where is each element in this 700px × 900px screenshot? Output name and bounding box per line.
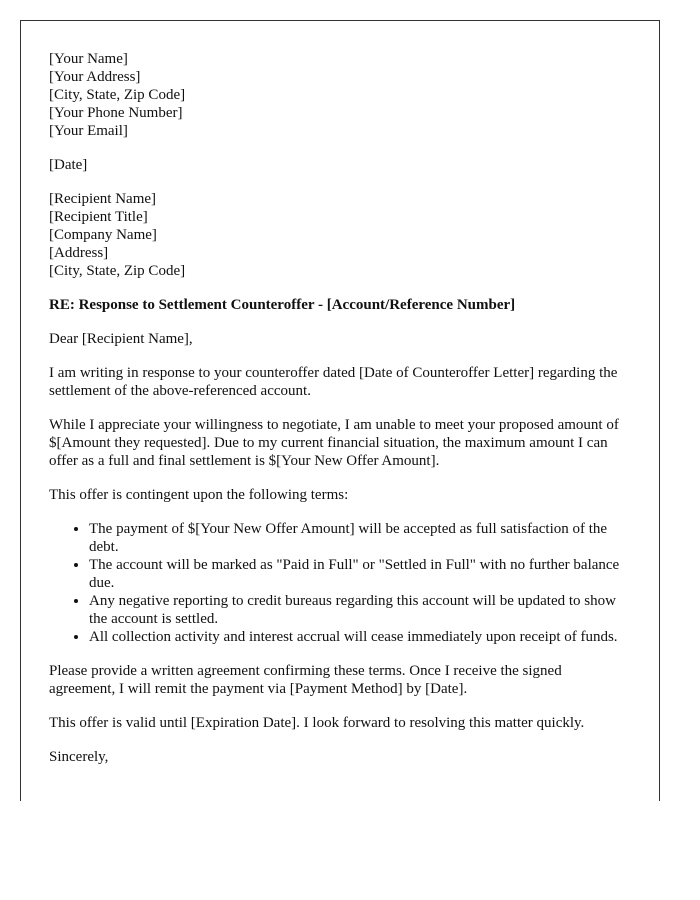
recipient-title: [Recipient Title] bbox=[49, 209, 148, 225]
recipient-city: [City, State, Zip Code] bbox=[49, 263, 186, 279]
sender-address bbox=[49, 50, 631, 140]
term-item: • All collection activity and interest accrual will cease immediately upon receipt of funds. bbox=[89, 628, 631, 646]
body-paragraph: I am writing in response to your counteroffer dated [Date of Counteroffer Letter] regarding the settlement of the above-referenced account. bbox=[49, 365, 618, 399]
recipient-street: [Address] bbox=[49, 245, 109, 261]
closing-paragraph: Please provide a written agreement confirming these terms. Once I receive the signed agreement, I will remit the payment via [Payment Method] by [Date]. bbox=[49, 663, 562, 697]
letter-page bbox=[20, 20, 660, 801]
closing-paragraph: This offer is valid until [Expiration Date]. I look forward to resolving this matter quickly. bbox=[49, 715, 585, 731]
term-item: • Any negative reporting to credit bureaus regarding this account will be updated to show the account is settled. bbox=[89, 592, 631, 628]
terms-list bbox=[49, 520, 631, 646]
subject-line: RE: Response to Settlement Counteroffer - [Account/Reference Number] bbox=[49, 297, 516, 313]
sender-phone: [Your Phone Number] bbox=[49, 105, 183, 121]
recipient-company: [Company Name] bbox=[49, 227, 157, 243]
sender-city: [City, State, Zip Code] bbox=[49, 87, 186, 103]
signoff: Sincerely, bbox=[49, 749, 109, 765]
salutation: Dear [Recipient Name], bbox=[49, 331, 193, 347]
body-paragraph: This offer is contingent upon the following terms: bbox=[49, 487, 349, 503]
term-item: • The payment of $[Your New Offer Amount] will be accepted as full satisfaction of the debt. bbox=[89, 520, 631, 556]
sender-name: [Your Name] bbox=[49, 51, 128, 67]
recipient-address bbox=[49, 190, 631, 280]
sender-street: [Your Address] bbox=[49, 69, 141, 85]
recipient-name: [Recipient Name] bbox=[49, 191, 157, 207]
sender-email: [Your Email] bbox=[49, 123, 128, 139]
letter-date: [Date] bbox=[49, 157, 88, 173]
term-item: • The account will be marked as "Paid in Full" or "Settled in Full" with no further balance due. bbox=[89, 556, 631, 592]
body-paragraph: While I appreciate your willingness to negotiate, I am unable to meet your proposed amount of $[Amount they requested]. Due to my current financial situation, the maximum amount I can offer as a full and final settlement is $[Your New Offer Amount]. bbox=[49, 417, 619, 469]
